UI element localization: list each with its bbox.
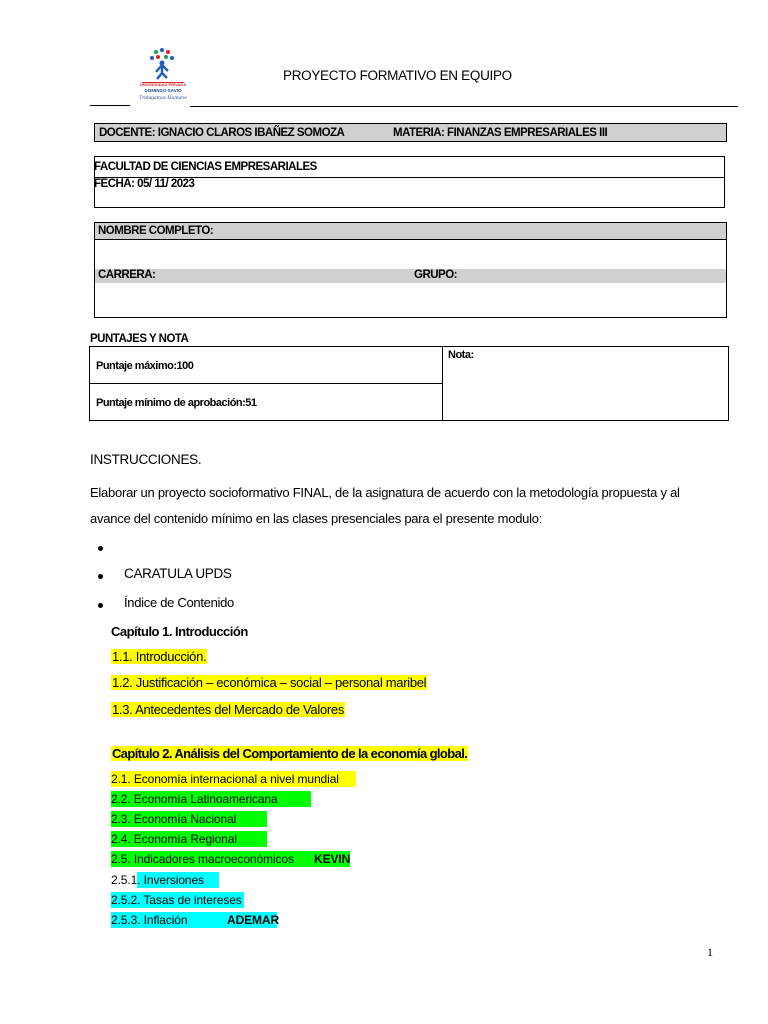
logo-text-top: UNIVERSIDAD PRIVADA — [139, 82, 187, 87]
date-label: FECHA: 05/ 11/ 2023 — [94, 178, 195, 190]
name-row — [95, 223, 726, 240]
info-bar — [94, 123, 727, 142]
header-rule-left — [90, 105, 130, 106]
faculty-box — [94, 156, 725, 208]
logo-tagline: Trabajamos Humano — [139, 96, 187, 101]
chapter-2-subitem — [111, 912, 280, 928]
university-logo — [140, 46, 186, 106]
instructions-heading: INSTRUCCIONES. — [90, 452, 202, 467]
max-score: Puntaje máximo:100 — [96, 360, 194, 372]
chapter-2-item: 2.2. Economía Latinoamericana — [111, 791, 311, 807]
faculty-name: FACULTAD DE CIENCIAS EMPRESARIALES — [94, 161, 317, 173]
docente-label: DOCENTE: IGNACIO CLAROS IBAÑEZ SOMOZA — [99, 127, 345, 139]
chapter-1-item: 1.1. Introducción. — [112, 649, 207, 664]
student-box — [94, 222, 727, 318]
career-label: CARRERA: — [98, 269, 156, 281]
scores-heading: PUNTAJES Y NOTA — [90, 333, 189, 345]
chapter-2-item: 2.1. Economía internacional a nivel mundial — [111, 771, 356, 787]
subitem-text: . Inversiones — [137, 872, 219, 888]
instructions-line-1: Elaborar un proyecto socioformativo FINAL, de la asignatura de acuerdo con la metodología propuesta y al — [90, 485, 680, 500]
bullet-index: Índice de Contenido — [124, 595, 234, 610]
subitem-number: 2.5.1 — [111, 873, 138, 887]
scores-col-divider — [442, 347, 443, 420]
bullet-dot — [98, 546, 103, 551]
assignee-ademar: ADEMAR — [227, 913, 280, 927]
bullet-dot — [98, 574, 103, 579]
instructions-line-2: avance del contenido mínimo en las clases presenciales para el presente modulo: — [90, 511, 543, 526]
chapter-2-item-text: 2.5. Indicadores macroeconómicos — [111, 852, 294, 866]
page-number: 1 — [707, 945, 713, 959]
chapter-1-item: 1.3. Antecedentes del Mercado de Valores — [112, 702, 345, 717]
assignee-kevin: KEVIN — [314, 852, 351, 866]
page-title: PROYECTO FORMATIVO EN EQUIPO — [283, 68, 512, 83]
full-name-label: NOMBRE COMPLETO: — [98, 225, 214, 237]
chapter-2-subitem: 2.5.2. Tasas de intereses — [111, 893, 242, 907]
chapter-2-item: 2.4. Economía Regional — [111, 831, 267, 847]
materia-label: MATERIA: FINANZAS EMPRESARIALES III — [393, 127, 608, 139]
chapter-2-item: 2.3. Economía Nacional — [111, 811, 267, 827]
group-label: GRUPO: — [414, 269, 457, 281]
subitem-text: 2.5.3. Inflación — [111, 913, 188, 927]
chapter-2-title: Capítulo 2. Análisis del Comportamiento de la economía global. — [112, 746, 468, 761]
header-rule-right — [190, 106, 738, 107]
chapter-1-item: 1.2. Justificación – económica – social – personal maribel — [112, 675, 427, 690]
min-score: Puntaje mínimo de aprobación:51 — [96, 397, 257, 409]
scores-table — [89, 346, 729, 421]
grade-label: Nota: — [448, 349, 474, 361]
career-row — [95, 269, 726, 283]
chapter-1-title: Capítulo 1. Introducción — [111, 624, 248, 639]
bullet-cover: CARATULA UPDS — [124, 566, 232, 581]
scores-row-divider — [90, 383, 442, 384]
chapter-2-item — [111, 851, 350, 867]
bullet-dot — [98, 603, 103, 608]
logo-text-name: DOMINGO SAVIO — [144, 88, 182, 93]
chapter-2-subitem — [111, 872, 219, 888]
